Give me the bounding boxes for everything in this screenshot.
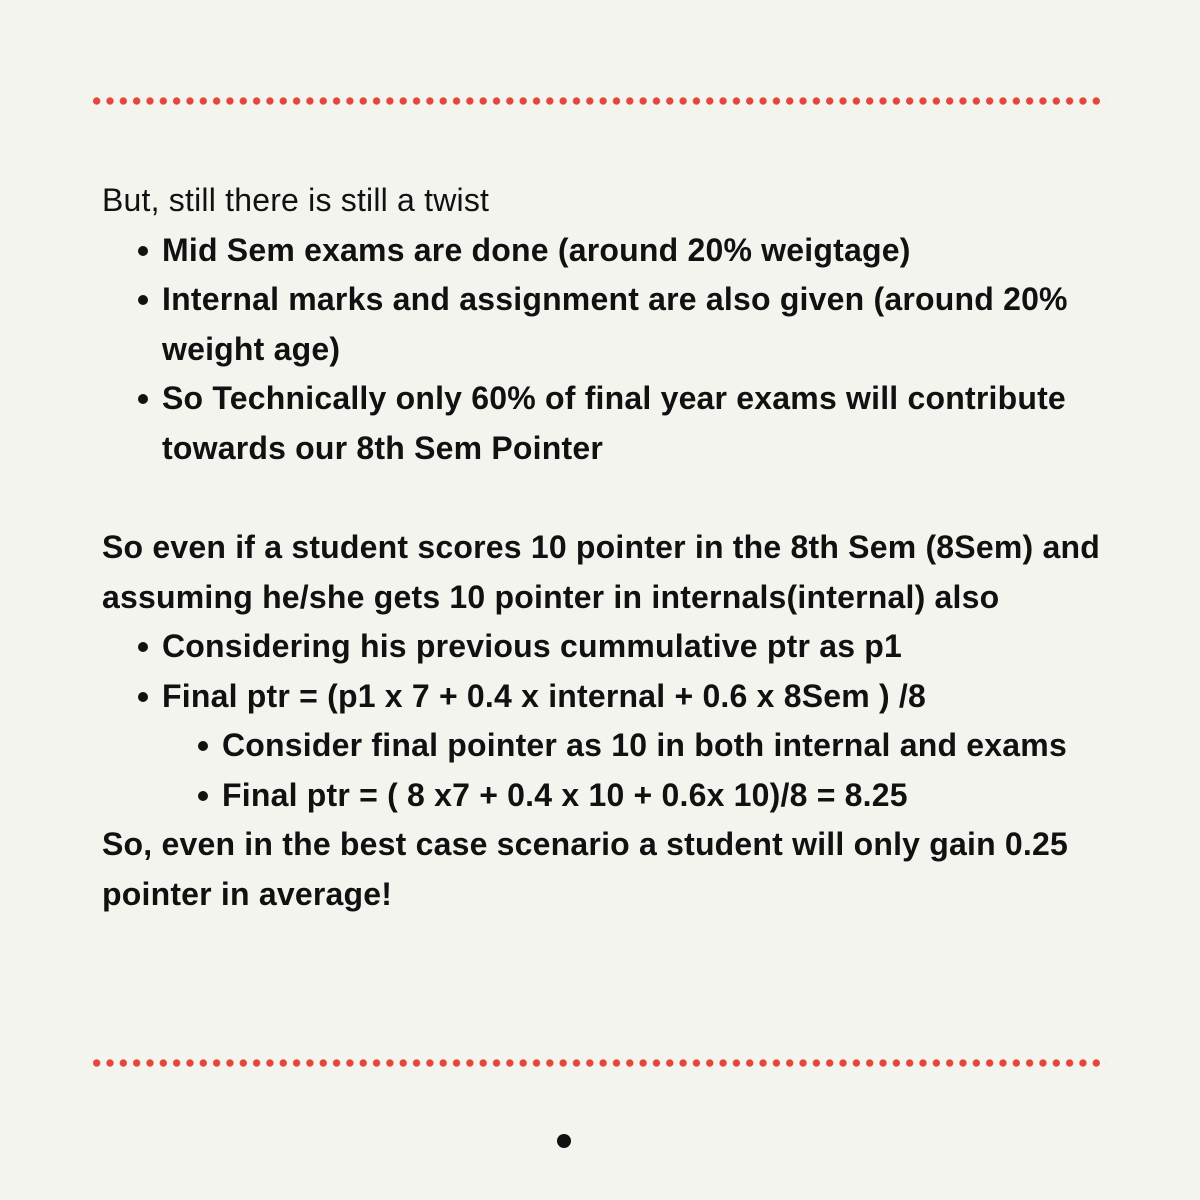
list-item-text: Internal marks and assignment are also given (around 20% weight age) [162,281,1068,367]
top-dotted-divider [90,96,1106,106]
page-indicator-dot [557,1134,571,1148]
spacer [102,473,1112,523]
list-item [102,374,1112,473]
bullet-icon [138,692,148,702]
intro-text: But, still there is still a twist [102,182,490,218]
list-item-text: Final ptr = ( 8 x7 + 0.4 x 10 + 0.6x 10)/8 = 8.25 [222,776,908,813]
formula-list [102,622,1112,721]
bullet-icon [138,295,148,305]
list-item-text: Considering his previous cummulative ptr as p1 [162,628,903,664]
list-item [102,771,1112,821]
bullet-icon [138,394,148,404]
conclusion-text: So, even in the best case scenario a student will only gain 0.25 pointer in average! [102,826,1069,912]
list-item-text: Mid Sem exams are done (around 20% weigtage) [162,231,911,268]
list-item-text: So Technically only 60% of final year exams will contribute towards our 8th Sem Pointer [162,380,1066,466]
bullet-icon [198,741,208,751]
list-item [102,721,1112,771]
scenario-paragraph: So even if a student scores 10 pointer in the 8th Sem (8Sem) and assuming he/she gets 10 pointer in internals(internal) also [102,529,1100,615]
slide-content [102,176,1112,919]
weightage-list [102,226,1112,474]
list-item [102,275,1112,374]
list-item-text: Final ptr = (p1 x 7 + 0.4 x internal + 0.6 x 8Sem ) /8 [162,677,927,714]
bullet-icon [138,246,148,256]
list-item [102,672,1112,722]
list-item-text: Consider final pointer as 10 in both internal and exams [222,727,1067,763]
list-item [102,622,1112,672]
list-item [102,226,1112,276]
bullet-icon [198,791,208,801]
bullet-icon [138,642,148,652]
formula-sublist [102,721,1112,820]
bottom-dotted-divider [90,1058,1106,1068]
